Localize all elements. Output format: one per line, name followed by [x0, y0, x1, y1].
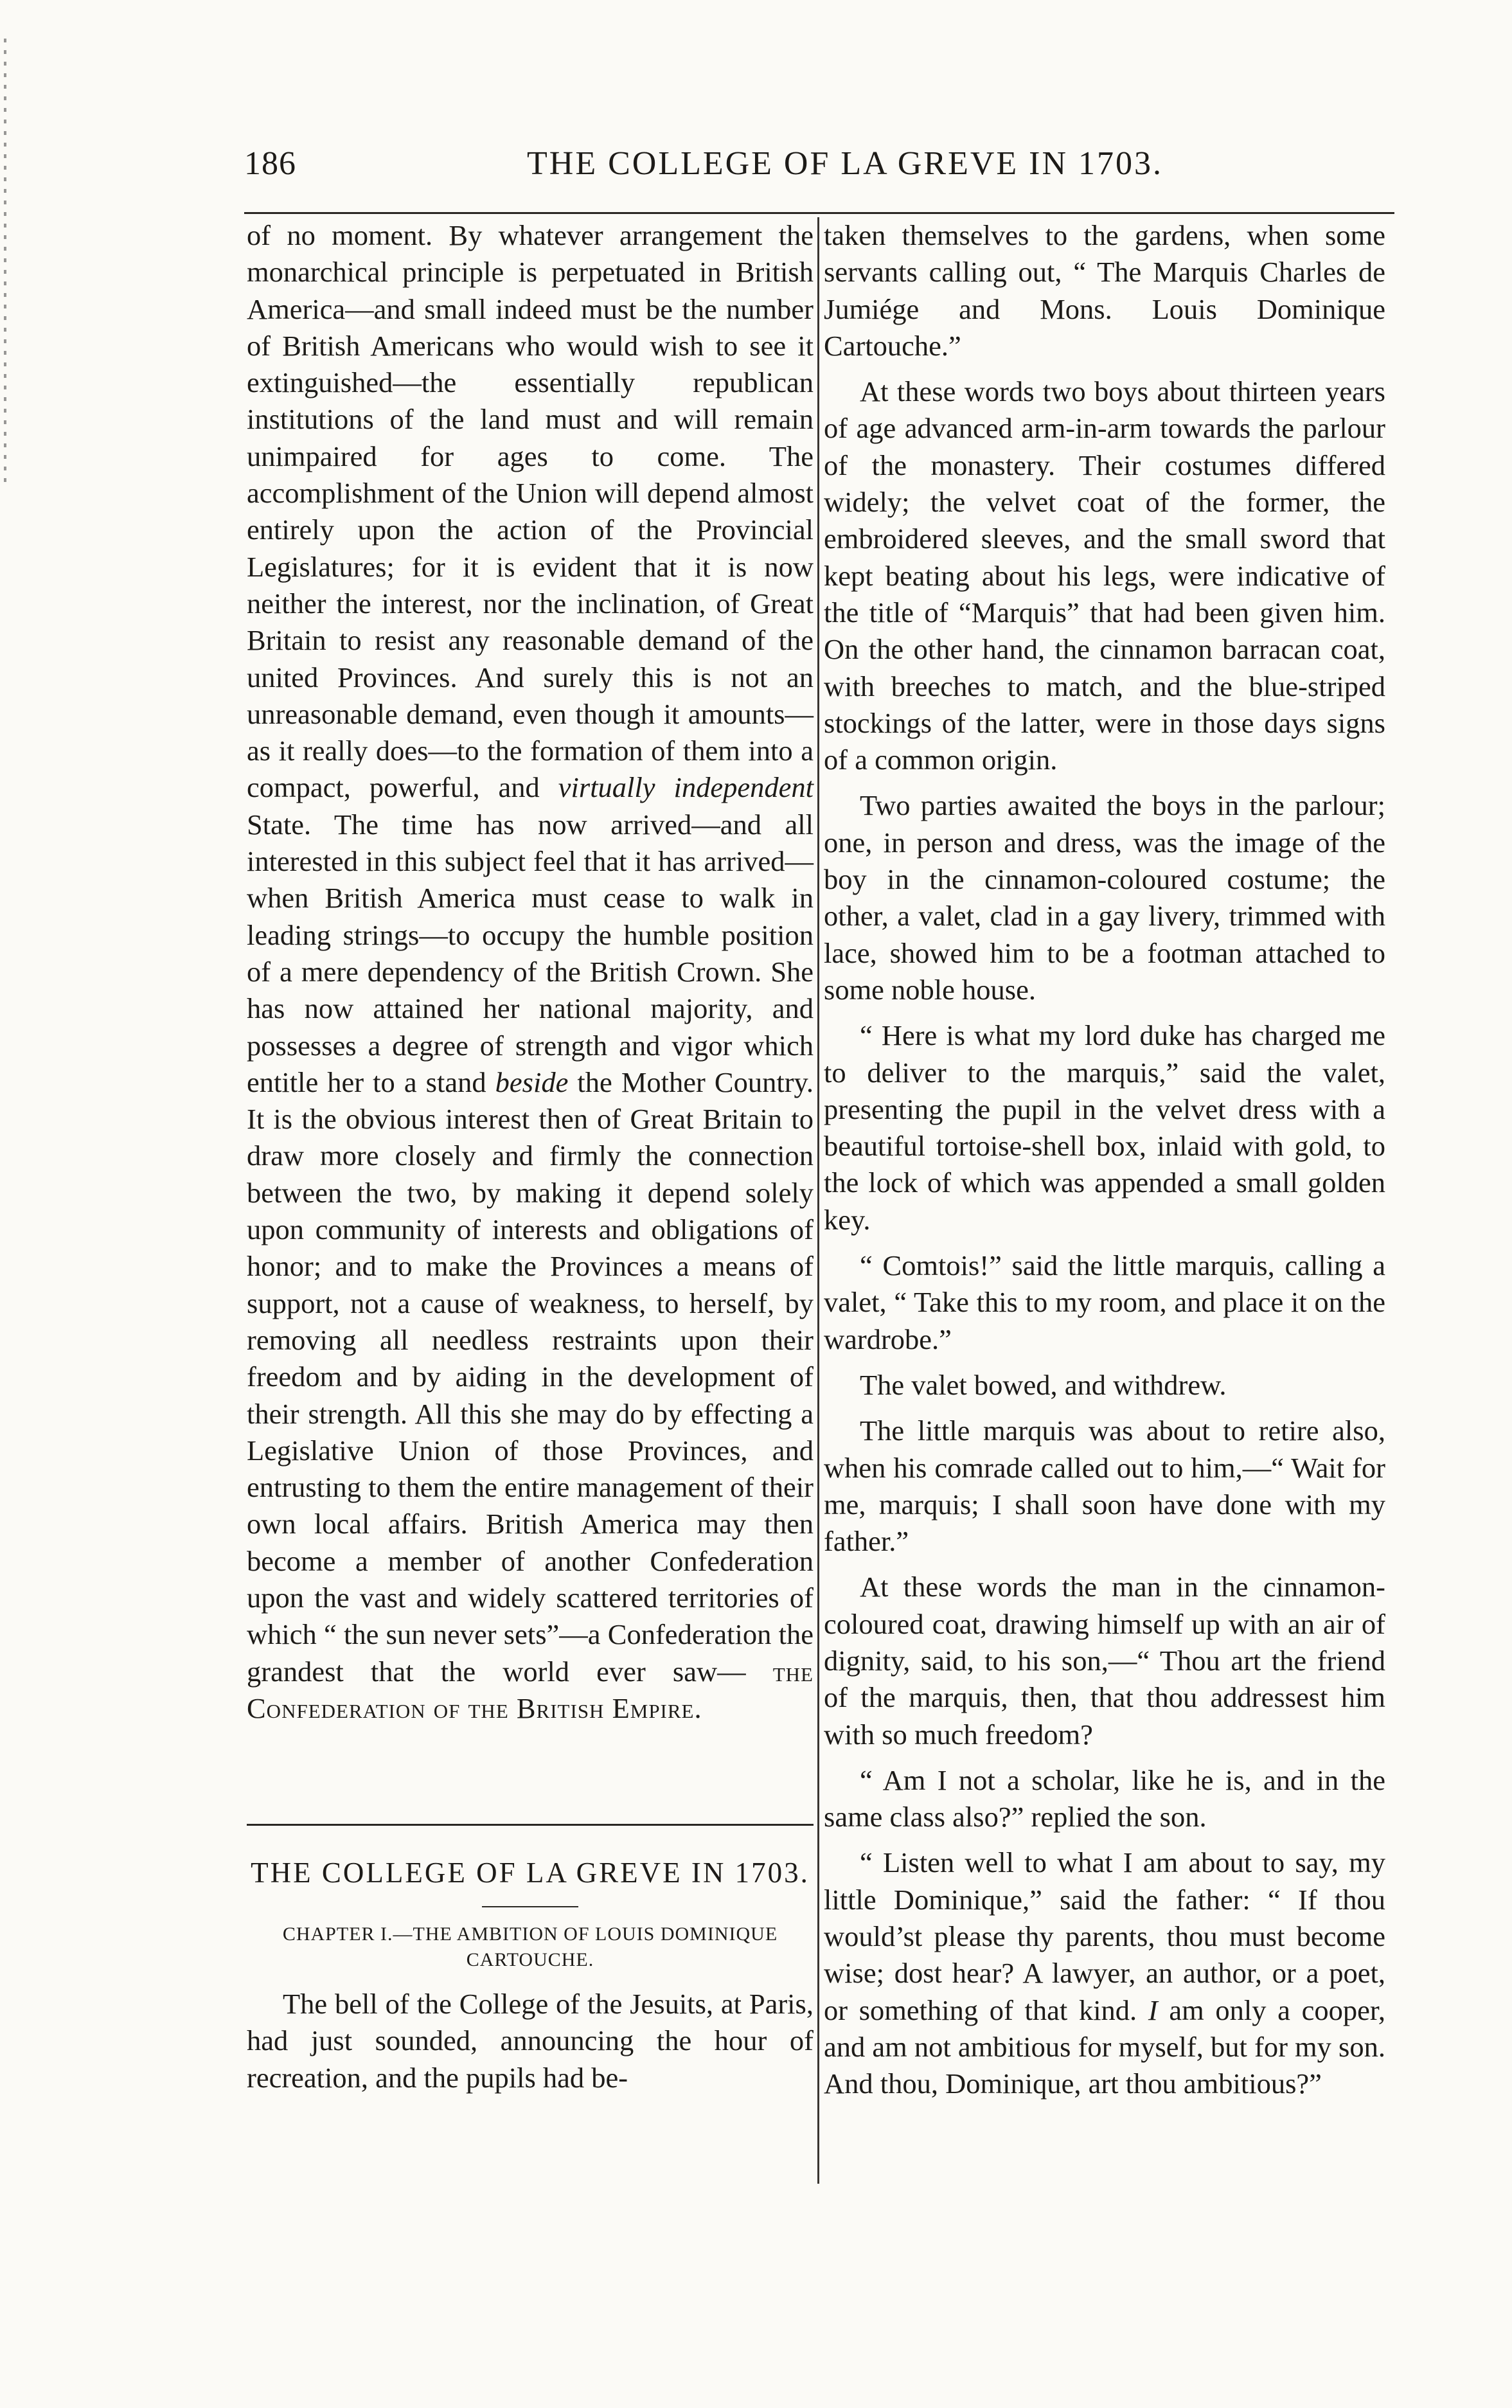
chapter-heading: CHAPTER I.—THE AMBITION OF LOUIS DOMINIQUE CARTOUCHE.: [282, 1923, 778, 1970]
header-rule: [244, 212, 1394, 214]
right-paragraph: “ Comtois!” said the little marquis, calling a valet, “ Take this to my room, and place it on the wardrobe.”: [824, 1249, 1385, 1355]
italic-word: beside: [495, 1066, 578, 1098]
right-paragraph: “ Here is what my lord duke has charged me to deliver to the marquis,” said the valet, presenting the pupil in the velvet dress with a beautiful tortoise-shell box, inlaid with gold, to the lock of which was appended a small golden key.: [824, 1019, 1385, 1236]
italic-pronoun: I: [1148, 1993, 1170, 2026]
closing-signature: the Confederation of the British Empire.: [247, 1655, 814, 1724]
left-paragraph: [247, 217, 814, 1727]
section-divider: [247, 1824, 814, 1826]
right-text: am only a cooper, and am not ambitious for myself, but for my son. And thou, Dominique, art thou ambitious?”: [824, 1993, 1386, 2100]
running-head: [244, 145, 1401, 190]
page-number: 186: [244, 145, 296, 182]
title-rule: [482, 1906, 578, 1907]
right-paragraph: “ Am I not a scholar, like he is, and in the same class also?” replied the son.: [824, 1763, 1385, 1833]
chapter-opening: [247, 1986, 814, 2096]
right-paragraph: taken themselves to the gardens, when some servants calling out, “ The Marquis Charles de Jumiége and Mons. Louis Dominique Cartouche.”: [824, 219, 1385, 362]
right-paragraph: The valet bowed, and withdrew.: [860, 1368, 1227, 1401]
column-divider: [817, 217, 819, 2184]
right-paragraph: [824, 1844, 1385, 2102]
left-text-1: of no moment. By whatever arrangement the monarchical principle is perpetuated in British America—and small indeed must be the number of British Americans who would wish to see it extinguished—the essentially republican institutions of the land must and will remain unimpaired for ages to come. The accomplishment of the Union will depend almost entirely upon the action of the Provincial Legislatures; for it is evident that it is now neither the interest, nor the inclination, of Great Britain to resist any reasonable demand of the united Provinces. And surely this is not an unreasonable demand, even though it amounts—as it really does—to the formation of them into a compact, powerful, and: [247, 219, 814, 804]
right-paragraph: The little marquis was about to retire also, when his comrade called out to him,—“ Wait for me, marquis; I shall soon have done with my father.”: [824, 1414, 1385, 1558]
italic-phrase: virtually independent: [558, 771, 814, 804]
opening-paragraph: The bell of the College of the Jesuits, at Paris, had just sounded, announcing the hour of recreation, and the pupils had be-: [247, 1988, 814, 2094]
right-text: “ Listen well to what I am about to say, my little Dominique,” said the father: “ If thou would’st please thy parents, thou must become wise; dost hear? A lawyer, an author, or a poet, or something of that kind.: [824, 1846, 1385, 2026]
running-title: THE COLLEGE OF LA GREVE IN 1703.: [527, 145, 1164, 182]
right-paragraph: Two parties awaited the boys in the parlour; one, in person and dress, was the image of the boy in the cinnamon-coloured costume; the other, a valet, clad in a gay livery, trimmed with lace, showed him to be a footman attached to some noble house.: [824, 789, 1385, 1006]
right-paragraph: At these words the man in the cinnamon-coloured coat, drawing himself up with an air of dignity, said, to his son,—“ Thou art the friend of the marquis, then, that thou addressest him with so much freedom?: [824, 1571, 1385, 1751]
left-column: [247, 217, 814, 1727]
scan-margin-marks: [4, 39, 6, 488]
right-paragraph: At these words two boys about thirteen years of age advanced arm-in-arm towards the parlour of the monastery. Their costumes differed widely; the velvet coat of the former, the embroidered sleeves, and the small sword that kept beating about his legs, were indicative of the title of “Marquis” that had been given him. On the other hand, the cinnamon barracan coat, with breeches to match, and the blue-striped stockings of the latter, were in those days signs of a common origin.: [824, 375, 1385, 776]
left-text-3: the Mother Country. It is the obvious interest then of Great Britain to draw more closely and firmly the connection between the two, by making it depend solely upon community of interests and obligations of honor; and to make the Provinces a means of support, not a cause of weakness, to herself, by removing all needless restraints upon their freedom and by aiding in the development of their strength. All this she may do by effecting a Legislative Union of those Provinces, and entrusting to them the entire management of their own local affairs. British America may then become a member of another Confederation upon the vast and widely scattered territories of which “ the sun never sets”—a Confederation the grandest that the world ever saw—: [247, 1066, 814, 1688]
right-column: [824, 217, 1385, 2103]
left-text-2: State. The time has now arrived—and all interested in this subject feel that it has arrived—when British America must cease to walk in leading strings—to occupy the humble position of a mere dependency of the British Crown. She has now attained her national majority, and possesses a degree of strength and vigor which entitle her to a stand: [247, 808, 814, 1098]
article-title: THE COLLEGE OF LA GREVE IN 1703.: [251, 1857, 810, 1889]
